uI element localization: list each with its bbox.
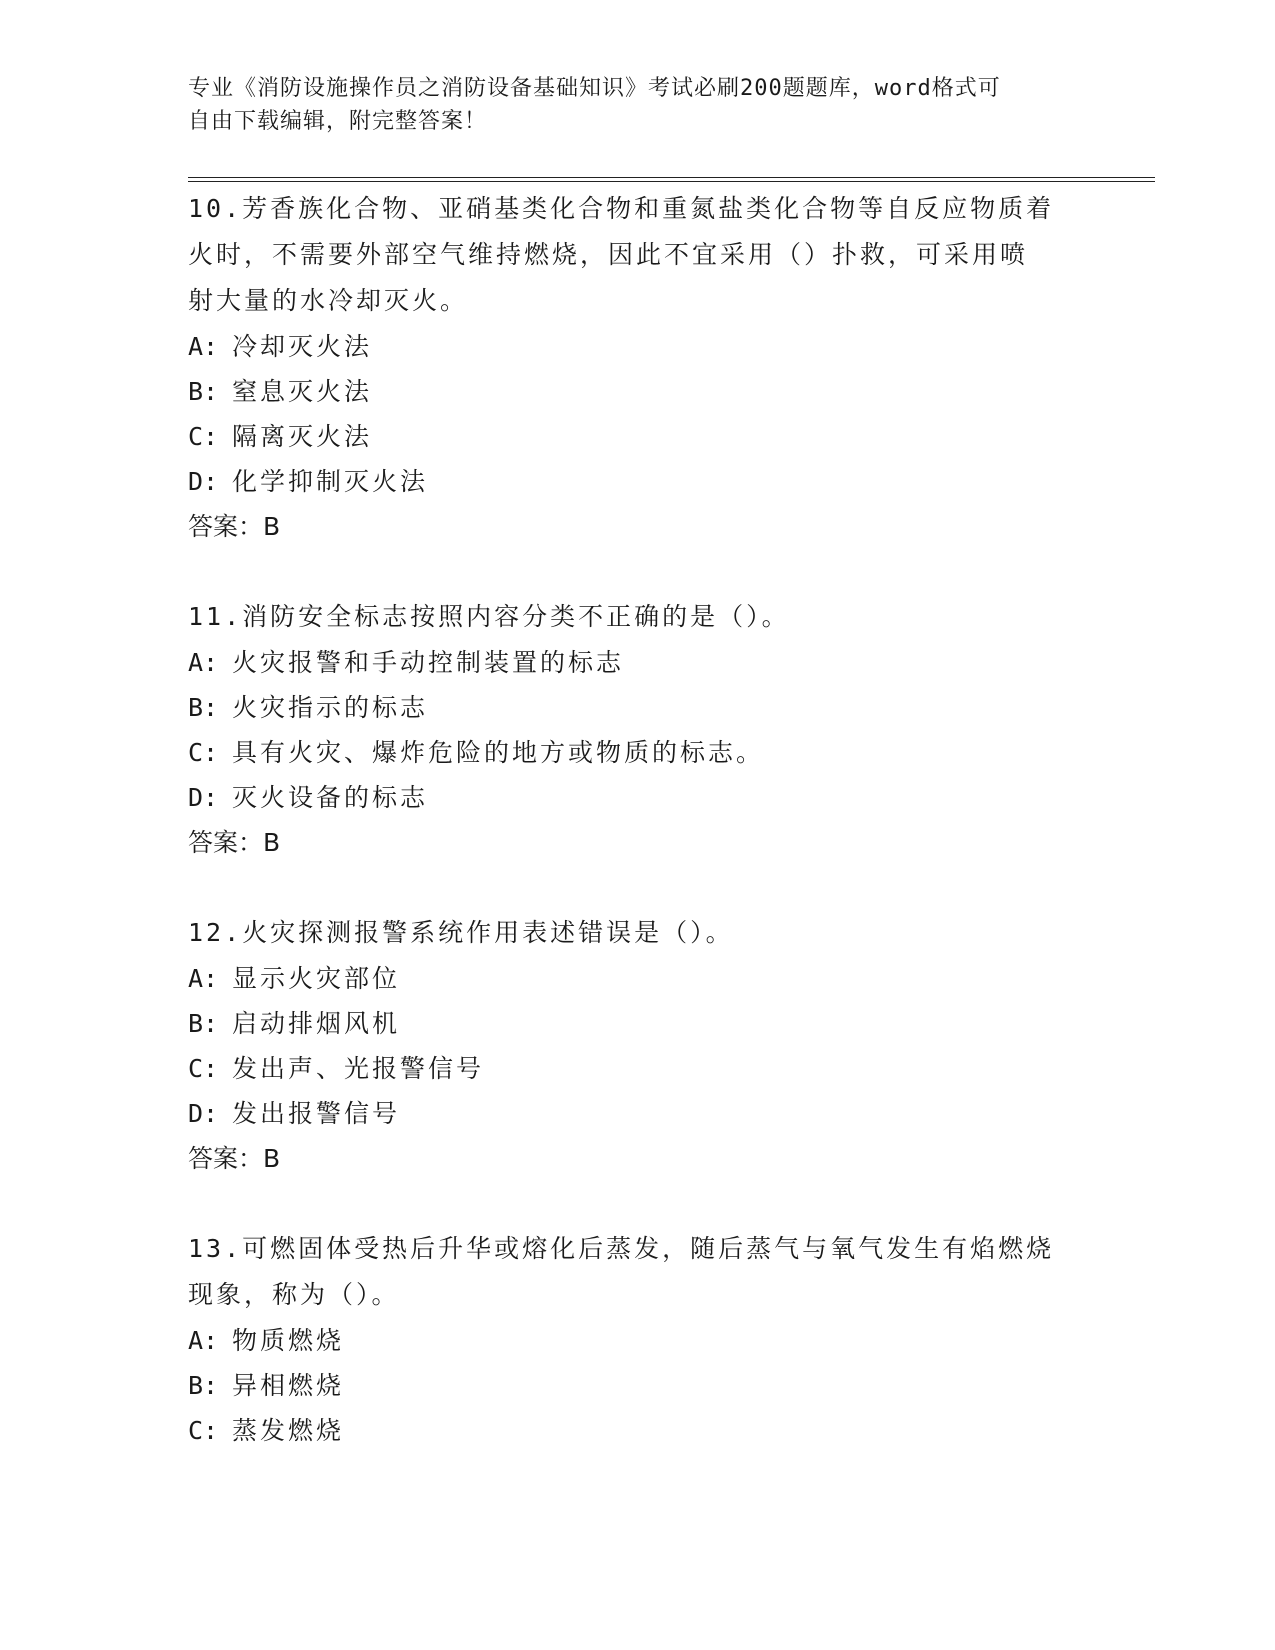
- option-text: 火灾报警和手动控制装置的标志: [232, 648, 625, 677]
- answer-line: 答案：B: [188, 828, 281, 857]
- question-stem-line: 13.可燃固体受热后升华或熔化后蒸发，随后蒸气与氧气发生有焰燃烧: [188, 1234, 1055, 1263]
- option-letter: C:: [188, 1416, 219, 1445]
- option-text: 隔离灭火法: [232, 422, 373, 451]
- option-letter: B:: [188, 693, 219, 722]
- option-text: 发出声、光报警信号: [232, 1054, 485, 1083]
- question-gap: [188, 550, 1088, 594]
- answer-line: 答案：B: [188, 512, 281, 541]
- option-text: 化学抑制灭火法: [232, 467, 429, 496]
- option-b: [188, 1363, 1088, 1408]
- question-stem-line: 射大量的水冷却灭火。: [188, 286, 469, 315]
- option-text: 异相燃烧: [232, 1371, 345, 1400]
- option-letter: C:: [188, 738, 219, 767]
- answer-line: 答案：B: [188, 1144, 281, 1173]
- option-c: [188, 1408, 1088, 1453]
- option-b: [188, 369, 1088, 414]
- option-b: [188, 685, 1088, 730]
- question-12: [188, 910, 1088, 1182]
- question-stem-line: 12.火灾探测报警系统作用表述错误是（）。: [188, 918, 734, 947]
- option-d: [188, 1091, 1088, 1136]
- option-letter: C:: [188, 1054, 219, 1083]
- option-text: 蒸发燃烧: [232, 1416, 345, 1445]
- option-d: [188, 459, 1088, 504]
- question-13: [188, 1226, 1088, 1453]
- option-letter: A:: [188, 332, 219, 361]
- option-letter: B:: [188, 377, 219, 406]
- option-letter: B:: [188, 1371, 219, 1400]
- question-gap: [188, 866, 1088, 910]
- option-text: 启动排烟风机: [232, 1009, 401, 1038]
- question-stem-line: 10.芳香族化合物、亚硝基类化合物和重氮盐类化合物等自反应物质着: [188, 194, 1055, 223]
- option-c: [188, 1046, 1088, 1091]
- option-a: [188, 324, 1088, 369]
- header-divider: [188, 177, 1155, 182]
- option-letter: A:: [188, 1326, 219, 1355]
- option-text: 火灾指示的标志: [232, 693, 429, 722]
- option-d: [188, 775, 1088, 820]
- header-line-1: 专业《消防设施操作员之消防设备基础知识》考试必刷200题题库，word格式可: [188, 76, 1001, 101]
- question-list: [188, 186, 1088, 1453]
- option-text: 具有火灾、爆炸危险的地方或物质的标志。: [232, 738, 765, 767]
- option-text: 冷却灭火法: [232, 332, 373, 361]
- option-a: [188, 956, 1088, 1001]
- option-letter: A:: [188, 964, 219, 993]
- option-letter: B:: [188, 1009, 219, 1038]
- option-b: [188, 1001, 1088, 1046]
- question-11: [188, 594, 1088, 866]
- option-text: 物质燃烧: [232, 1326, 345, 1355]
- option-letter: D:: [188, 467, 219, 496]
- option-text: 灭火设备的标志: [232, 783, 429, 812]
- option-c: [188, 730, 1088, 775]
- question-stem-line: 现象，称为（）。: [188, 1280, 400, 1309]
- option-c: [188, 414, 1088, 459]
- question-stem-line: 火时，不需要外部空气维持燃烧，因此不宜采用（）扑救，可采用喷: [188, 240, 1029, 269]
- question-gap: [188, 1182, 1088, 1226]
- option-letter: D:: [188, 783, 219, 812]
- question-10: [188, 186, 1088, 550]
- option-letter: C:: [188, 422, 219, 451]
- option-a: [188, 1318, 1088, 1363]
- question-stem-line: 11.消防安全标志按照内容分类不正确的是（）。: [188, 602, 790, 631]
- option-a: [188, 640, 1088, 685]
- document-header: [188, 72, 1068, 138]
- header-line-2: 自由下载编辑，附完整答案！: [188, 109, 488, 134]
- option-letter: D:: [188, 1099, 219, 1128]
- option-text: 显示火灾部位: [232, 964, 401, 993]
- option-text: 发出报警信号: [232, 1099, 401, 1128]
- option-text: 窒息灭火法: [232, 377, 373, 406]
- option-letter: A:: [188, 648, 219, 677]
